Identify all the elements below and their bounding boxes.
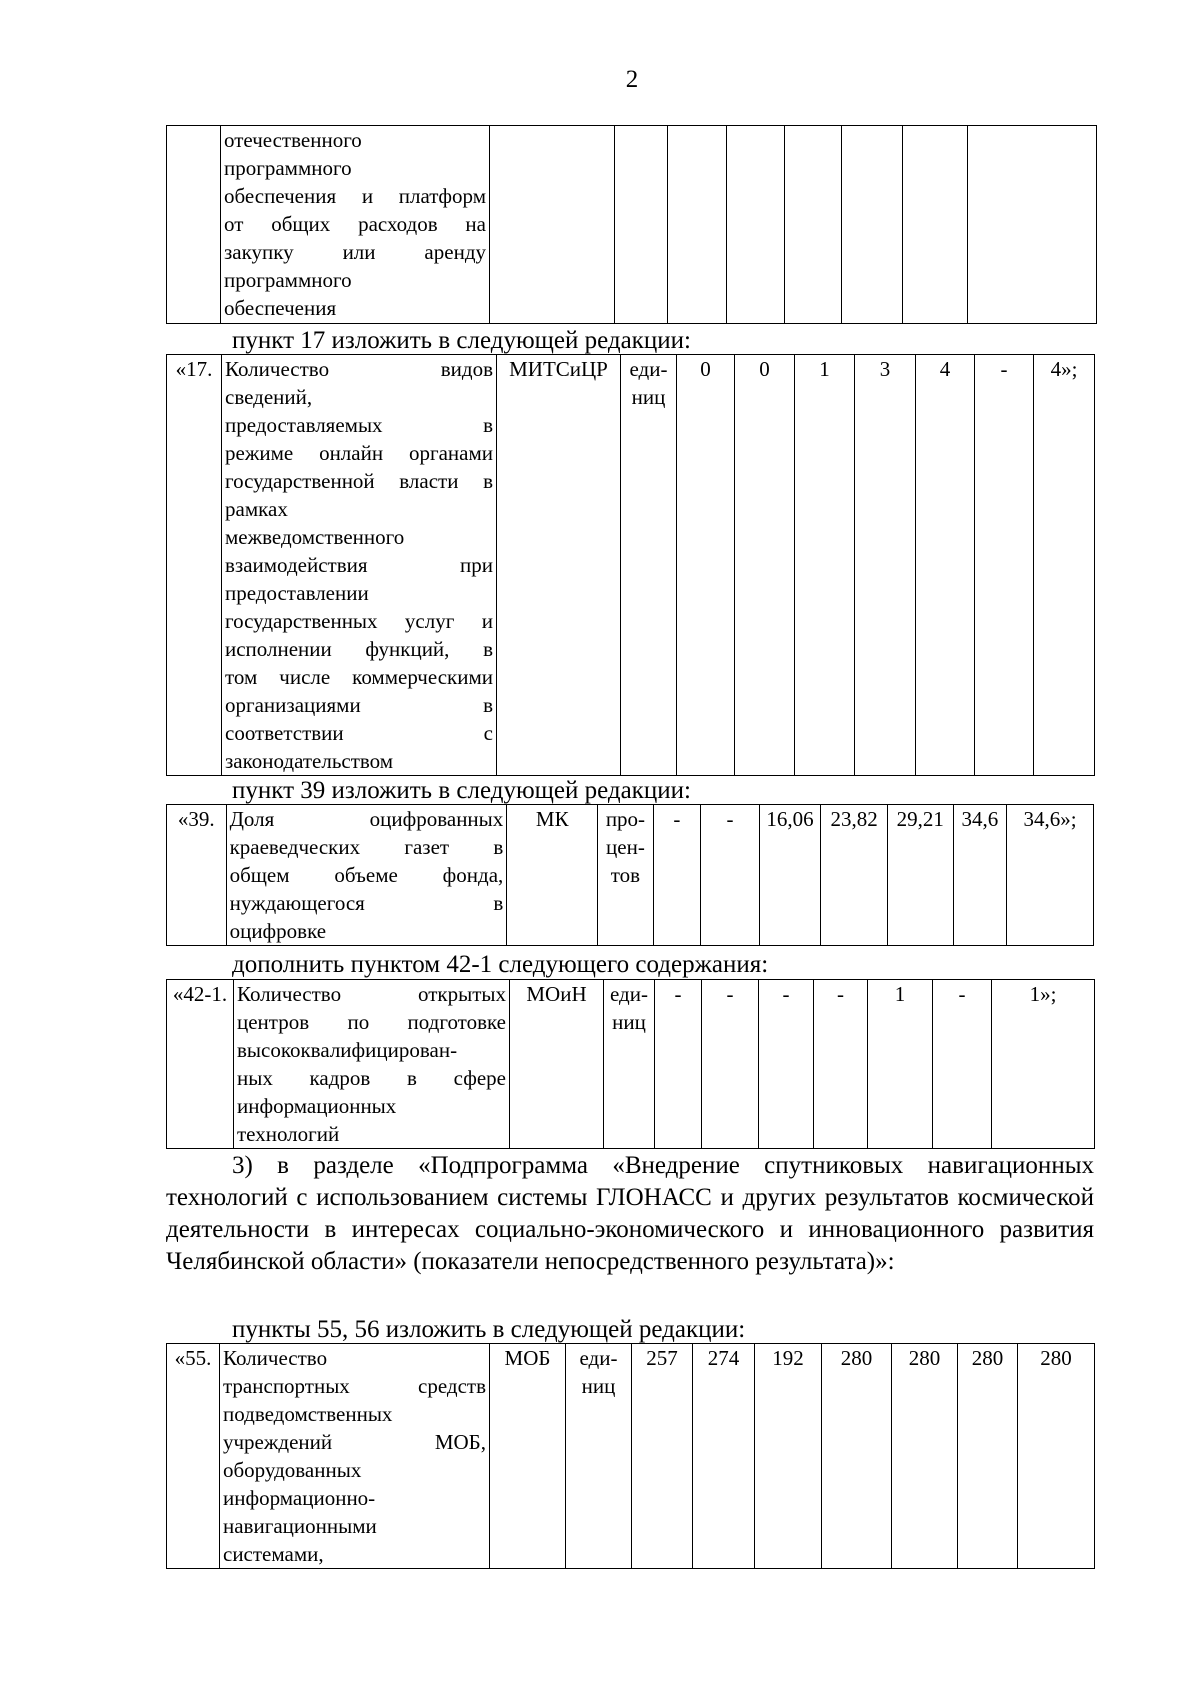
item-number: «55.: [167, 1344, 220, 1569]
paragraph-3: 3) в разделе «Подпрограмма «Внедрение спутниковых навигационных технологий с использованием системы ГЛОНАСС и других результатов космической деятельности в интересах социально-экономического и инновационного развития Челябинской области» (показатели непосредственного результата)»:: [166, 1152, 1094, 1275]
note-items-55-56: пункты 55, 56 изложить в следующей редакции:: [232, 1316, 746, 1343]
value-cell: -: [653, 805, 700, 946]
item-name: Количество транспортных средств подведомственных учреждений МОБ, оборудованных информационно- навигационными системами,: [220, 1344, 490, 1569]
value-cell: 280: [958, 1344, 1018, 1569]
value-cell: 23,82: [821, 805, 888, 946]
note-item-17: пункт 17 изложить в следующей редакции:: [232, 327, 691, 354]
value-cell: -: [655, 980, 702, 1149]
value-cell: 280: [892, 1344, 958, 1569]
page-number: 2: [625, 66, 639, 93]
value-cell: -: [975, 355, 1034, 776]
value-cell: 3: [855, 355, 916, 776]
item-name: Количество открытых центров по подготовке высококвалифицирован- ных кадров в сфере информационных технологий: [234, 980, 510, 1149]
table-row-55: [166, 1343, 1095, 1569]
value-cell: 0: [735, 355, 795, 776]
value-cell: -: [759, 980, 814, 1149]
value-cell: -: [701, 805, 760, 946]
unit: про- цен- тов: [598, 805, 654, 946]
cell-num: [167, 126, 221, 324]
value-cell: 257: [632, 1344, 693, 1569]
responsible-org: МИТСиЦР: [497, 355, 621, 776]
responsible-org: МК: [507, 805, 598, 946]
value-cell: 280: [822, 1344, 892, 1569]
value-cell: 1: [795, 355, 855, 776]
value-cell: 4»;: [1034, 355, 1095, 776]
responsible-org: МОиН: [510, 980, 604, 1149]
value-cell: 16,06: [759, 805, 821, 946]
unit: еди- ниц: [621, 355, 677, 776]
value-cell: 280: [1018, 1344, 1095, 1569]
responsible-org: МОБ: [490, 1344, 566, 1569]
value-cell: 0: [677, 355, 735, 776]
item-number: «17.: [167, 355, 222, 776]
value-cell: 4: [916, 355, 975, 776]
cell-name: отечественного программного обеспечения и платформ от общих расходов на закупку или аренду программного обеспечения: [221, 126, 490, 324]
value-cell: 34,6»;: [1007, 805, 1094, 946]
item-number: «42-1.: [167, 980, 234, 1149]
value-cell: 29,21: [887, 805, 953, 946]
item-name: Количество видов сведений, предоставляемых в режиме онлайн органами государственной власти в рамках межведомственного взаимодействия при предоставлении государственных услуг и исполнении функций, в том числе коммерческими организациями в соответствии с законодательством: [222, 355, 497, 776]
value-cell: 1»;: [992, 980, 1095, 1149]
table-row-39: [166, 804, 1094, 946]
value-cell: -: [702, 980, 759, 1149]
value-cell: 274: [693, 1344, 755, 1569]
value-cell: 192: [755, 1344, 822, 1569]
value-cell: -: [814, 980, 868, 1149]
item-number: «39.: [167, 805, 227, 946]
note-item-42-1: дополнить пунктом 42-1 следующего содержания:: [232, 951, 769, 978]
value-cell: 1: [868, 980, 933, 1149]
item-name: Доля оцифрованных краеведческих газет в общем объеме фонда, нуждающегося в оцифровке: [226, 805, 507, 946]
table-row-42-1: [166, 979, 1095, 1149]
unit: еди- ниц: [604, 980, 655, 1149]
value-cell: 34,6: [953, 805, 1007, 946]
table-row-17: [166, 354, 1095, 776]
unit: еди- ниц: [566, 1344, 632, 1569]
value-cell: -: [933, 980, 992, 1149]
note-item-39: пункт 39 изложить в следующей редакции:: [232, 777, 691, 804]
table-fragment-top: [166, 125, 1097, 324]
